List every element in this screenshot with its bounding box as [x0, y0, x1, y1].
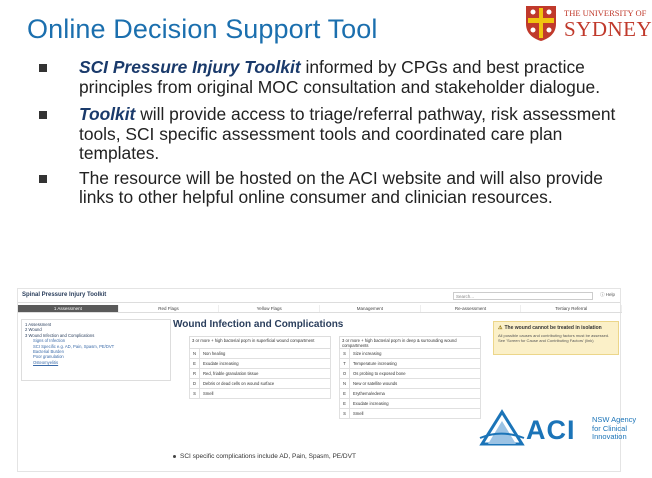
toolkit-main — [173, 319, 478, 469]
footer-note-text: SCI specific complications include AD, Pain, Spasm, PE/DVT — [180, 453, 356, 460]
bullet-emphasis: Toolkit — [79, 104, 136, 124]
bullet-list — [39, 58, 629, 216]
row-text: Exudate increasing — [203, 361, 239, 366]
table-row[interactable] — [339, 409, 481, 419]
table-row[interactable] — [189, 379, 331, 389]
table-row[interactable] — [339, 369, 481, 379]
table-row[interactable] — [189, 359, 331, 369]
aci-subtitle — [592, 416, 636, 442]
aci-swoosh-icon — [478, 408, 526, 448]
table-row[interactable] — [339, 359, 481, 369]
aci-line: Innovation — [592, 432, 627, 441]
alert-description: All possible causes and contributing factors must be assessed. See 'Screen for Cause and Contributing Factors' (link) — [498, 333, 610, 343]
table-row[interactable] — [339, 399, 481, 409]
row-letter: S — [340, 349, 350, 358]
bullet-item — [39, 169, 629, 208]
table-row[interactable] — [339, 389, 481, 399]
column-header: 3 or more + high bacterial pop'n in deep & surrounding wound compartments — [339, 336, 481, 349]
footer-note — [173, 453, 356, 460]
sidebar-subitem[interactable]: Poor granulation — [33, 354, 64, 360]
row-text: New or satellite wounds — [353, 381, 398, 386]
row-text: Smell — [203, 391, 214, 396]
bullet-text: The resource will be hosted on the ACI website and will also provide links to other helpful online consumer and clinician resources. — [79, 167, 603, 207]
tab-red-flags[interactable]: Red Flags — [119, 305, 220, 312]
tab-yellow-flags[interactable]: Yellow Flags — [219, 305, 320, 312]
sidebar-subitem[interactable]: Signs of Infection — [33, 338, 66, 344]
row-letter: D — [190, 379, 200, 388]
sidebar-item[interactable]: 3 Wound Infection and Complications — [25, 332, 95, 338]
row-text: Exudate increasing — [353, 401, 389, 406]
sidebar-subitem[interactable]: Bacterial Burden — [33, 349, 64, 355]
logo-line1: THE UNIVERSITY OF — [564, 8, 647, 18]
warning-alert — [493, 321, 619, 355]
row-letter: R — [190, 369, 200, 378]
table-row[interactable] — [189, 389, 331, 399]
aci-logo — [478, 408, 638, 454]
sidebar-item[interactable]: 2 Wound — [25, 327, 42, 333]
warning-icon: ⚠ — [498, 325, 503, 331]
row-letter: E — [340, 389, 350, 398]
aci-line: for Clinical — [592, 423, 628, 433]
row-text: Size increasing — [353, 351, 382, 356]
aci-letters: ACI — [526, 415, 576, 445]
table-row[interactable] — [189, 369, 331, 379]
row-text: Debris or dead cells on wound surface — [203, 381, 275, 386]
table-row[interactable] — [339, 379, 481, 389]
superficial-column — [189, 336, 331, 399]
row-letter: N — [340, 379, 350, 388]
row-text: Smell — [353, 411, 364, 416]
row-letter: T — [340, 359, 350, 368]
tab-management[interactable]: Management — [320, 305, 421, 312]
row-letter: S — [190, 389, 200, 398]
alert-title-text: The wound cannot be treated in isolation — [504, 325, 602, 331]
tab-reassessment[interactable]: Re-assessment — [421, 305, 522, 312]
row-letter: S — [340, 409, 350, 418]
row-text: Os probing to exposed bone — [353, 371, 406, 376]
toolkit-tabs — [18, 305, 622, 313]
crest-icon — [524, 4, 558, 42]
row-text: Non healing — [203, 351, 226, 356]
tab-assessment[interactable]: 1 Assessment — [18, 305, 119, 312]
bullet-text: will provide access to triage/referral pathway, risk assessment tools, SCI specific assessment tools and coordinated care plan templates. — [79, 104, 616, 163]
alert-title — [498, 325, 614, 331]
square-bullet-icon — [39, 64, 47, 72]
row-text: Erythema/edema — [353, 391, 385, 396]
tab-tertiary-referral[interactable]: Tertiary Referral — [521, 305, 622, 312]
sidebar-item[interactable]: 1 Assessment — [25, 322, 52, 327]
university-of-sydney-logo — [524, 4, 652, 42]
bullet-emphasis: SCI Pressure Injury Toolkit — [79, 57, 301, 77]
deep-column — [339, 336, 481, 419]
help-link[interactable]: ⓘ Help — [600, 292, 616, 297]
row-letter: O — [340, 369, 350, 378]
column-header: 3 or more + high bacterial pop'n in superficial wound compartment — [189, 336, 331, 349]
sidebar-subitem[interactable]: Osteomyelitis — [33, 359, 59, 365]
bullet-item — [39, 58, 629, 97]
table-row[interactable] — [189, 349, 331, 359]
toolkit-sidebar — [21, 319, 171, 381]
bullet-dot-icon — [173, 455, 176, 458]
square-bullet-icon — [39, 175, 47, 183]
toolkit-title: Spinal Pressure Injury Toolkit — [22, 292, 107, 298]
aci-line: NSW Agency — [592, 415, 637, 424]
main-heading: Wound Infection and Complications — [173, 319, 344, 330]
row-letter: N — [190, 349, 200, 358]
bullet-item — [39, 105, 629, 164]
square-bullet-icon — [39, 111, 47, 119]
row-text: Red, friable granulation tissue — [203, 371, 259, 376]
row-text: Temperature increasing — [353, 361, 397, 366]
search-input[interactable]: Search... — [453, 292, 593, 300]
table-row[interactable] — [339, 349, 481, 359]
toolkit-header — [18, 289, 620, 303]
row-letter: E — [340, 399, 350, 408]
bullet-text: informed by CPGs and best practice principles from original MOC consultation and stakeholder dialogue. — [79, 57, 601, 97]
logo-line2: SYDNEY — [564, 17, 652, 41]
sidebar-subitem[interactable]: SCI Specific e.g. AD, Pain, Spasm, PE/DVT — [33, 343, 115, 349]
help-label: Help — [605, 292, 616, 297]
slide-title: Online Decision Support Tool — [27, 14, 378, 44]
row-letter: E — [190, 359, 200, 368]
